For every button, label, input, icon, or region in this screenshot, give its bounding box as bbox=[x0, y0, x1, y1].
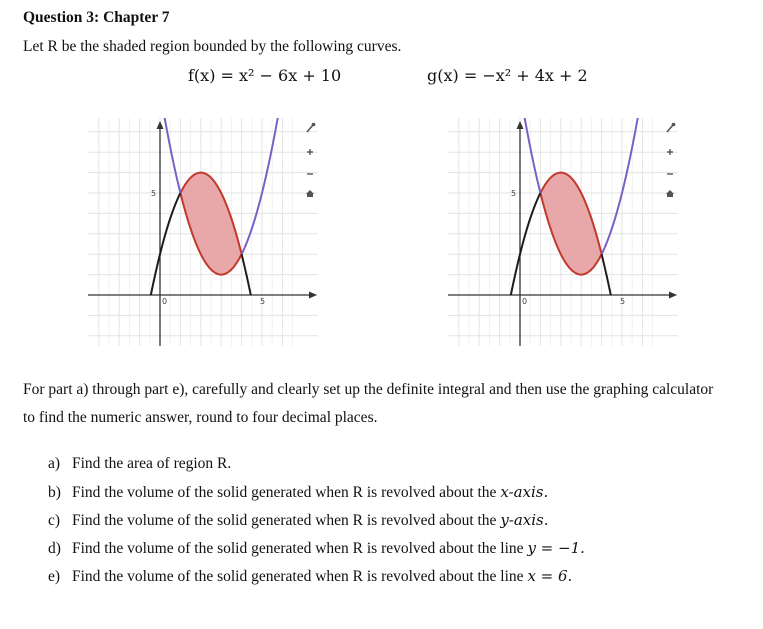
y-axis-arrow bbox=[157, 121, 164, 129]
instructions-line-2: to find the numeric answer, round to four decimal places. bbox=[23, 409, 378, 426]
part-text: Find the volume of the solid generated when R is revolved about the bbox=[72, 484, 501, 501]
curve-f-left bbox=[524, 118, 540, 193]
plus-stroke bbox=[307, 149, 313, 155]
part-math: x = 6. bbox=[527, 567, 573, 585]
part-text: Find the volume of the solid generated when R is revolved about the bbox=[72, 512, 501, 529]
tick-label-y: 5 bbox=[511, 189, 517, 198]
curve-f-left bbox=[164, 118, 180, 193]
part-letter: e) bbox=[48, 568, 61, 585]
graph-right bbox=[448, 118, 678, 346]
intro-text: Let R be the shaded region bounded by the following curves. bbox=[23, 38, 402, 55]
part-d bbox=[48, 538, 585, 566]
home-icon bbox=[306, 190, 314, 197]
wrench-head bbox=[672, 123, 676, 127]
parts-list bbox=[48, 454, 585, 594]
part-text: Find the area of region R. bbox=[72, 455, 232, 472]
x-axis-arrow bbox=[669, 292, 677, 299]
part-e bbox=[48, 566, 585, 594]
part-letter: d) bbox=[48, 540, 61, 557]
home-icon bbox=[666, 190, 674, 197]
tick-label-origin: 0 bbox=[522, 297, 528, 306]
question-heading: Question 3: Chapter 7 bbox=[23, 9, 170, 26]
wrench-icon bbox=[667, 123, 675, 132]
x-axis-arrow bbox=[309, 292, 317, 299]
curve-g-left bbox=[151, 193, 181, 295]
part-math: x-axis. bbox=[500, 483, 549, 501]
part-letter: c) bbox=[48, 512, 61, 529]
wrench-head bbox=[312, 123, 316, 127]
tick-label-origin: 0 bbox=[162, 297, 168, 306]
tick-label-y: 5 bbox=[151, 189, 157, 198]
part-text: Find the volume of the solid generated when R is revolved about the line bbox=[72, 568, 528, 585]
part-b bbox=[48, 482, 585, 510]
wrench-icon bbox=[307, 123, 315, 132]
plus-icon bbox=[307, 149, 313, 155]
tick-label-x: 5 bbox=[260, 297, 266, 306]
tick-label-x: 5 bbox=[620, 297, 626, 306]
part-letter: b) bbox=[48, 484, 61, 501]
home-shape bbox=[306, 190, 314, 197]
instructions-line-1: For part a) through part e), carefully and clearly set up the definite integral and then use the graphing calculator bbox=[23, 381, 714, 398]
part-a bbox=[48, 454, 585, 482]
curve-g-left bbox=[511, 193, 541, 295]
plus-icon bbox=[667, 149, 673, 155]
part-letter: a) bbox=[48, 455, 61, 472]
y-axis-arrow bbox=[517, 121, 524, 129]
part-c bbox=[48, 510, 585, 538]
equation-g: g(x) = −x² + 4x + 2 bbox=[427, 66, 588, 85]
graph-left bbox=[88, 118, 318, 346]
part-math: y-axis. bbox=[500, 511, 549, 529]
part-math: y = −1. bbox=[527, 539, 585, 557]
part-text: Find the volume of the solid generated when R is revolved about the line bbox=[72, 540, 528, 557]
wrench-stroke bbox=[667, 125, 673, 132]
home-shape bbox=[666, 190, 674, 197]
plus-stroke bbox=[667, 149, 673, 155]
equation-f: f(x) = x² − 6x + 10 bbox=[188, 66, 342, 85]
wrench-stroke bbox=[307, 125, 313, 132]
